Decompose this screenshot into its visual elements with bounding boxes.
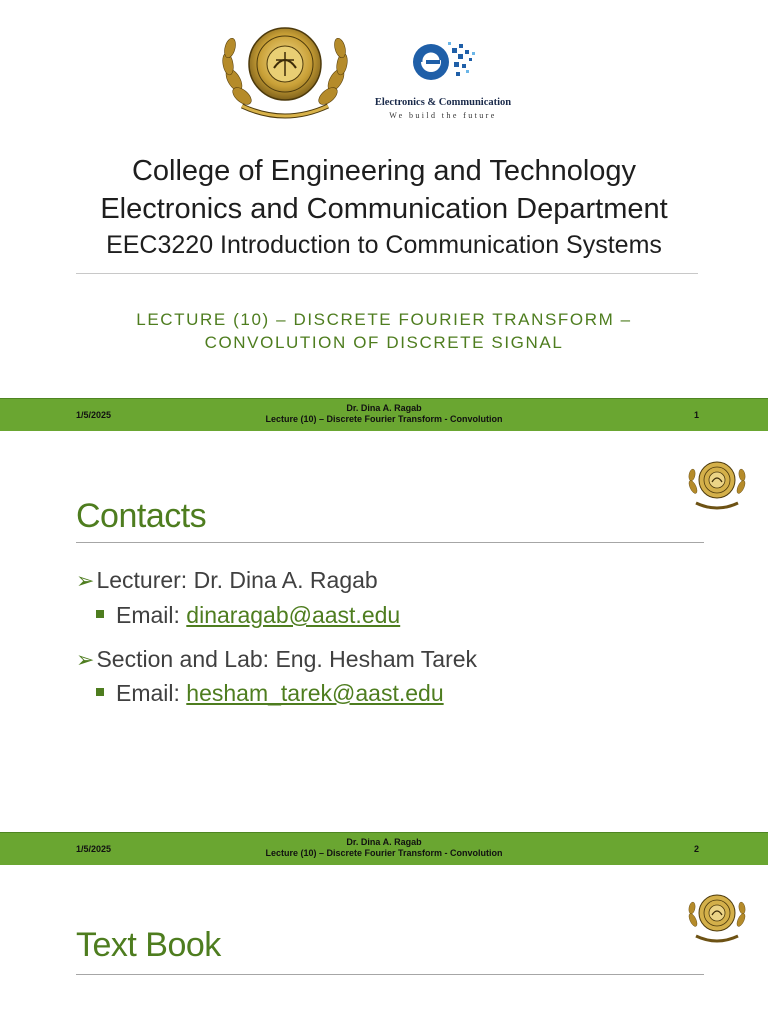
textbook-slide [0,866,768,1024]
department-title: Electronics and Communication Department [100,193,668,225]
footer-author: Dr. Dina A. Ragab [346,403,422,413]
lecturer-text: Lecturer: Dr. Dina A. Ragab [96,567,378,593]
lecturer-email-link[interactable]: dinaragab@aast.edu [186,602,401,628]
divider [76,273,698,274]
footer-page-number: 1 [694,410,700,420]
list-item-lecturer [76,567,378,594]
email-label: Email: [116,602,187,628]
footer-date: 1/5/2025 [76,410,112,420]
arrow-bullet-icon: ➢ [76,647,95,672]
title-slide [0,0,768,432]
footer-author: Dr. Dina A. Ragab [346,837,422,847]
section-email-link[interactable]: hesham_tarek@aast.edu [186,680,444,706]
list-item-section [76,646,477,673]
square-bullet-icon [96,688,104,696]
seal-logo-icon [684,455,750,513]
ec-logo-tagline: We build the future [389,111,497,120]
slide-footer [0,832,768,865]
slide-heading: Contacts [76,497,207,535]
contacts-slide [0,433,768,865]
section-text: Section and Lab: Eng. Hesham Tarek [96,646,478,672]
footer-page-number: 2 [694,844,700,854]
ec-logo-name: Electronics & Communication [374,97,512,108]
heading-divider [76,974,704,975]
footer-center [0,837,768,859]
square-bullet-icon [96,610,104,618]
list-item-lecturer-email [96,602,400,629]
footer-title: Lecture (10) – Discrete Fourier Transform - Convolution [265,414,503,424]
college-title: College of Engineering and Technology [131,155,637,187]
seal-logo-icon [684,888,750,946]
lecture-title-line-2: CONVOLUTION OF DISCRETE SIGNAL [204,333,564,352]
footer-date: 1/5/2025 [76,844,112,854]
email-label: Email: [116,680,187,706]
slide-heading: Text Book [76,926,221,964]
footer-center [0,403,768,425]
heading-divider [76,542,704,543]
course-title: EEC3220 Introduction to Communication Systems [106,231,662,259]
slide-footer [0,398,768,431]
lecture-title-line-1: LECTURE (10) – DISCRETE FOURIER TRANSFORM – [136,310,632,329]
footer-title: Lecture (10) – Discrete Fourier Transform - Convolution [265,848,503,858]
list-item-section-email [96,680,444,707]
arrow-bullet-icon: ➢ [76,568,95,593]
seal-logo-icon [212,22,358,122]
